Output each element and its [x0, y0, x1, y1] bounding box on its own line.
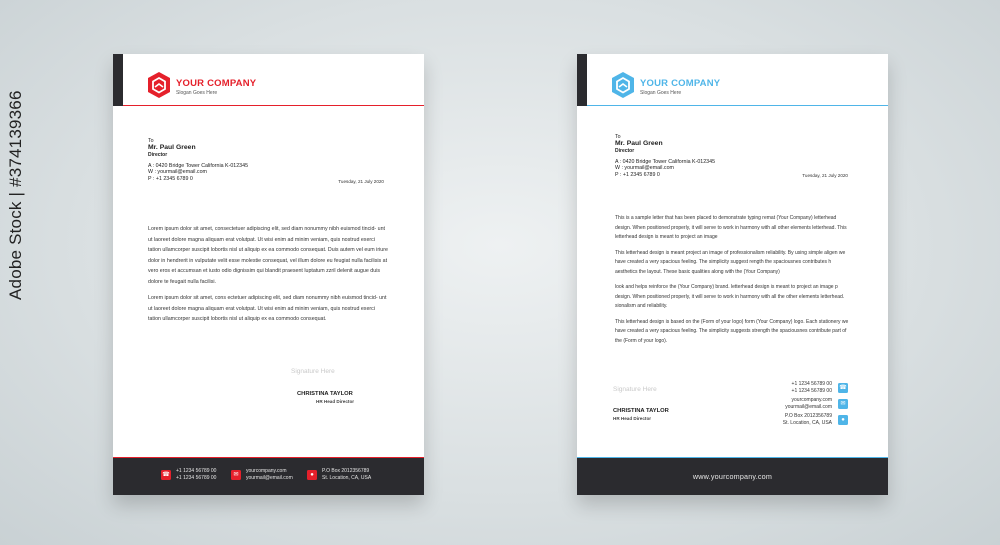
location-pin-icon: ● — [307, 470, 317, 480]
contact-address: P.O Box 2012356789 St. Location, CA, USA — [782, 413, 832, 426]
to-label: To — [615, 134, 621, 140]
recipient-name: Mr. Paul Green — [615, 140, 663, 148]
location-pin-icon: ● — [838, 415, 848, 425]
recipient-block — [148, 138, 248, 182]
email-icon: ✉ — [838, 399, 848, 409]
recipient-address: A : 0420 Bridge Tower California K-012345 — [615, 158, 716, 165]
body-paragraph: This is a sample letter that has been placed to demonstrate typing remat (Your Company) letterhead design. When positioned properly, it will serve to work in harmony with all other elements letterhead. This letterhead design is meant to project an image — [615, 215, 847, 240]
header-rule — [123, 105, 424, 106]
to-label: To — [148, 138, 154, 144]
footer-web: yourcompany.com yourmail@email.com — [246, 468, 293, 481]
phone-icon: ☎ — [162, 472, 170, 478]
signer-role: HR Head Director — [613, 416, 652, 421]
header-side-bar — [577, 54, 587, 106]
letter-body — [615, 214, 851, 352]
company-name: YOUR COMPANY — [176, 78, 257, 89]
letterhead-blue — [577, 54, 888, 495]
company-name: YOUR COMPANY — [640, 78, 721, 89]
stock-watermark-text: Adobe Stock | #374139366 — [6, 90, 25, 300]
body-paragraph: Lorem ipsum dolor sit amet, cons ectetuer adipiscing elit, sed diam nonummy nibh euismod tincid- unt ut laoreet dolore magna aliquam erat volutpat. Ut wisi enim ad minim veniam, quis nostrud exerci tation ullamcorper suscipit lobortis nisl ut aliquip ex ea commodo consequat. — [148, 295, 387, 322]
header-rule — [587, 105, 888, 106]
header-side-bar — [113, 54, 123, 106]
recipient-name: Mr. Paul Green — [148, 144, 196, 152]
signer-name: CHRISTINA TAYLOR — [613, 408, 669, 414]
recipient-email: W : yourmail@email.com — [148, 169, 207, 176]
letterhead-red — [113, 54, 424, 495]
footer-phone: +1 1234 56789 00 +1 1234 56789 00 — [176, 468, 217, 481]
footer-website: www.yourcompany.com — [692, 472, 773, 481]
hexagon-logo-icon — [147, 72, 171, 98]
recipient-block — [615, 134, 715, 178]
signature-placeholder: Signature Here — [291, 368, 335, 375]
body-paragraph: This letterhead design is meant project an image of professionalism reliability. By using simple aligen we have created a very spacious feeling. The simplicity suggest rength the spaciousnes contributes h aesthetics the layout. These basic qualities along with the (Your Company) — [615, 249, 846, 275]
recipient-email: W : yourmail@email.com — [615, 165, 674, 172]
signer-name: CHRISTINA TAYLOR — [297, 391, 353, 397]
hexagon-logo-icon — [611, 72, 635, 98]
letter-date: Tuesday, 21 July 2020 — [802, 173, 848, 178]
footer-address: P.O Box 2012356789 St. Location, CA, USA — [322, 468, 372, 481]
recipient-role: Director — [148, 152, 168, 159]
letter-date: Tuesday, 21 July 2020 — [338, 179, 384, 184]
signature-placeholder: Signature Here — [613, 386, 657, 393]
letter-body — [148, 224, 388, 331]
phone-icon: ☎ — [839, 385, 847, 391]
signer-role: HR Head Director — [316, 399, 355, 404]
recipient-phone: P : +1 2345 6789 0 — [148, 175, 193, 182]
footer-bar — [113, 458, 424, 495]
recipient-phone: P : +1 2345 6789 0 — [615, 171, 660, 178]
company-slogan: Slogan Goes Here — [176, 90, 218, 96]
footer-bar — [577, 458, 888, 495]
company-slogan: Slogan Goes Here — [640, 90, 682, 96]
recipient-role: Director — [615, 148, 635, 155]
email-icon: ✉ — [231, 470, 241, 480]
body-paragraph: This letterhead design is based on the (Form of your logo) form (Your Company) logo. Each stationery we have created a very spacious feeling. The simplicity suggests strength the spaciousnes contribute part of the (Form of your logo). — [615, 318, 849, 344]
body-paragraph: look and helps reinforce the (Your Company) brand. letterhead design is meant to project an image p design. When positioned properly, it will serve to work in harmony with all the other elements letterhead. sionalism and reliability. — [615, 284, 845, 309]
contact-phone: +1 1234 56789 00 +1 1234 56789 00 — [791, 381, 832, 394]
body-paragraph: Lorem ipsum dolor sit amet, consectetuer adipiscing elit, sed diam nonummy nibh euismod tincid- unt ut laoreet dolore magna aliquam erat volutpat. Ut wisi enim ad minim veniam, quis nostrud exerci tation ullamcorper suscipit lobortis nisl ut aliquip ex ea commodo consequat. Duis autem vel eum iriure dolor in hendrerit in vulputate velit esse molestie consequat, vel illum dolore eu feugiat nulla facilisis at vero eros et accumsan et iusto odio dignissim qui blandit praesent luptatum zzril delenit augue duis dolore te feugait nulla facilisi. — [148, 226, 388, 285]
recipient-address: A : 0420 Bridge Tower California K-012345 — [148, 162, 249, 169]
contact-web: yourcompany.com yourmail@email.com — [785, 397, 832, 410]
